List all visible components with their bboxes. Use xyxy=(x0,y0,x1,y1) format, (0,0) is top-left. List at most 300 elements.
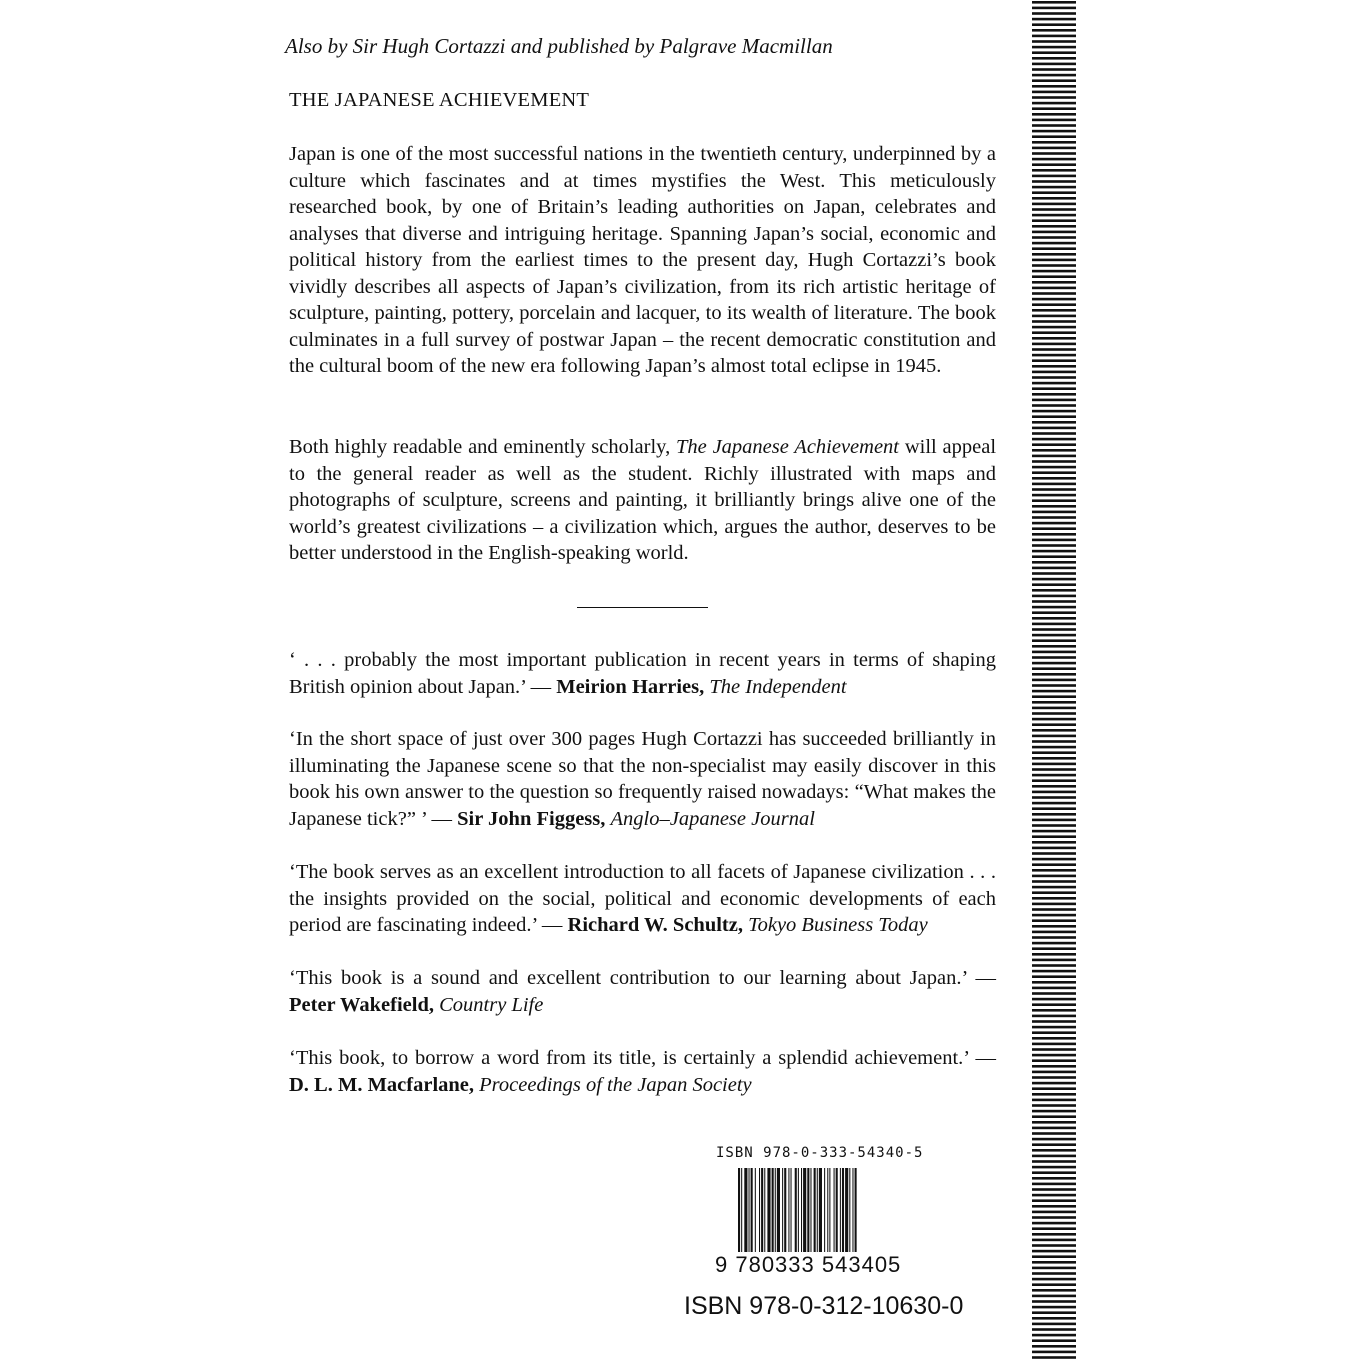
barcode-bar xyxy=(817,1168,818,1254)
edge-stripe xyxy=(1032,802,1076,805)
edge-stripe xyxy=(1032,343,1076,346)
edge-stripe xyxy=(1032,91,1076,94)
edge-stripe xyxy=(1032,147,1076,150)
edge-stripe xyxy=(1032,427,1076,430)
edge-stripe xyxy=(1032,539,1076,542)
edge-stripe xyxy=(1032,639,1076,642)
edge-stripe xyxy=(1032,863,1076,866)
edge-stripe xyxy=(1032,1,1076,4)
review-text: ‘The book serves as an excellent introduction to all facets of Japanese civilization . . . the insights provided on the social, political and economic developments of each period are fascinating indeed.’ — xyxy=(289,861,996,936)
edge-stripe xyxy=(1032,550,1076,553)
edge-stripe xyxy=(1032,51,1076,54)
edge-stripe xyxy=(1032,410,1076,413)
barcode-bar xyxy=(791,1168,792,1254)
edge-stripe xyxy=(1032,119,1076,122)
edge-stripe xyxy=(1032,1171,1076,1174)
review-text: ‘This book, to borrow a word from its title, is certainly a splendid achievement.’ — xyxy=(289,1047,996,1069)
edge-stripe xyxy=(1032,623,1076,626)
description-book-title: The Japanese Achievement xyxy=(676,436,900,458)
edge-stripe xyxy=(1032,830,1076,833)
edge-stripe xyxy=(1032,768,1076,771)
description-paragraph-1: Japan is one of the most successful nations in the twentieth century, underpinned by a culture which fascinates and at times mystifies the West. This meticulously researched book, by one of Britain’s leading authorities on Japan, celebrates and analyses that diverse and intriguing heritage. Spanning Japan’s social, economic and political history from the earliest times to the present day, Hugh Cortazzi’s book vividly describes all aspects of Japan’s civilization, from its rich artistic heritage of sculpture, painting, pottery, porcelain and lacquer, to its wealth of literature. The book culminates in a full survey of postwar Japan – the recent democratic constitution and the cultural boom of the new era following Japan’s almost total eclipse in 1945. xyxy=(289,143,996,377)
barcode-bar xyxy=(759,1168,760,1254)
edge-stripe xyxy=(1032,1194,1076,1197)
review-text: ‘ . . . probably the most important publication in recent years in terms of shaping British opinion about Japan.’ — xyxy=(289,649,996,698)
barcode-digits xyxy=(714,1252,934,1278)
edge-stripe xyxy=(1032,40,1076,43)
edge-stripe xyxy=(1032,158,1076,161)
edge-stripe xyxy=(1032,947,1076,950)
isbn-number: ISBN 978-0-312-10630-0 xyxy=(684,1292,964,1320)
edge-stripe xyxy=(1032,163,1076,166)
review-publication: The Independent xyxy=(709,675,847,698)
barcode-digits-text: 9 780333 543405 xyxy=(715,1252,902,1277)
edge-stripe xyxy=(1032,387,1076,390)
barcode-bar xyxy=(772,1168,774,1254)
review-quote xyxy=(289,1045,996,1098)
edge-stripe xyxy=(1032,102,1076,105)
edge-stripe xyxy=(1032,1104,1076,1107)
edge-stripe xyxy=(1032,1300,1076,1303)
review-source: D. L. M. Macfarlane, xyxy=(289,1073,475,1096)
edge-stripe xyxy=(1032,869,1076,872)
description-text-after: will appeal to the general reader as well as the student. Richly illustrated with maps and photographs of sculpture, screens and painting, it brilliantly brings alive one of the world’s greatest civilizations – a civilization which, argues the author, deserves to be better understood in the English-speaking world. xyxy=(289,436,997,564)
edge-stripe xyxy=(1032,891,1076,894)
edge-stripe xyxy=(1032,611,1076,614)
edge-stripe xyxy=(1032,740,1076,743)
edge-stripe xyxy=(1032,1227,1076,1230)
edge-stripe xyxy=(1032,471,1076,474)
edge-stripe xyxy=(1032,393,1076,396)
edge-stripe xyxy=(1032,466,1076,469)
edge-stripe xyxy=(1032,645,1076,648)
edge-stripe xyxy=(1032,275,1076,278)
edge-stripe xyxy=(1032,847,1076,850)
edge-stripe xyxy=(1032,1127,1076,1130)
barcode-bar xyxy=(836,1168,838,1254)
section-divider xyxy=(577,607,708,608)
edge-stripe xyxy=(1032,1110,1076,1113)
edge-stripe xyxy=(1032,712,1076,715)
edge-stripe xyxy=(1032,1351,1076,1354)
edge-stripe xyxy=(1032,415,1076,418)
edge-stripe xyxy=(1032,897,1076,900)
edge-stripe xyxy=(1032,852,1076,855)
edge-stripe xyxy=(1032,589,1076,592)
edge-stripe xyxy=(1032,130,1076,133)
edge-stripe xyxy=(1032,942,1076,945)
edge-stripe xyxy=(1032,1087,1076,1090)
review-publication: Country Life xyxy=(439,993,544,1016)
edge-stripe xyxy=(1032,1306,1076,1309)
barcode-isbn-label: ISBN 978-0-333-54340-5 xyxy=(716,1145,924,1161)
edge-stripe xyxy=(1032,1076,1076,1079)
edge-stripe xyxy=(1032,1048,1076,1051)
edge-stripe xyxy=(1032,74,1076,77)
edge-stripe xyxy=(1032,197,1076,200)
edge-stripe xyxy=(1032,662,1076,665)
edge-stripe xyxy=(1032,180,1076,183)
edge-stripe xyxy=(1032,919,1076,922)
review-publication: Proceedings of the Japan Society xyxy=(479,1073,752,1096)
edge-stripe xyxy=(1032,785,1076,788)
edge-stripe-pattern xyxy=(1032,0,1076,1360)
edge-stripe xyxy=(1032,421,1076,424)
edge-stripe xyxy=(1032,987,1076,990)
edge-stripe xyxy=(1032,628,1076,631)
edge-stripe xyxy=(1032,1267,1076,1270)
edge-stripe xyxy=(1032,1278,1076,1281)
edge-stripe xyxy=(1032,348,1076,351)
edge-stripe xyxy=(1032,1138,1076,1141)
edge-stripe xyxy=(1032,981,1076,984)
edge-stripe xyxy=(1032,673,1076,676)
barcode-bar xyxy=(767,1168,770,1254)
edge-stripe xyxy=(1032,1311,1076,1314)
edge-stripe xyxy=(1032,1155,1076,1158)
edge-stripe xyxy=(1032,1328,1076,1331)
barcode-bar xyxy=(801,1168,802,1254)
edge-stripe xyxy=(1032,684,1076,687)
edge-stripe xyxy=(1032,572,1076,575)
barcode-bar xyxy=(749,1168,750,1254)
edge-stripe xyxy=(1032,1177,1076,1180)
edge-stripe xyxy=(1032,236,1076,239)
edge-stripe xyxy=(1032,404,1076,407)
edge-stripe xyxy=(1032,544,1076,547)
edge-stripe xyxy=(1032,729,1076,732)
edge-stripe xyxy=(1032,1334,1076,1337)
edge-stripe xyxy=(1032,813,1076,816)
edge-stripe xyxy=(1032,1339,1076,1342)
edge-stripe xyxy=(1032,819,1076,822)
edge-stripe xyxy=(1032,354,1076,357)
edge-stripe xyxy=(1032,1037,1076,1040)
edge-stripe xyxy=(1032,331,1076,334)
edge-stripe xyxy=(1032,175,1076,178)
edge-stripe xyxy=(1032,875,1076,878)
edge-stripe xyxy=(1032,679,1076,682)
edge-stripe xyxy=(1032,651,1076,654)
edge-stripe xyxy=(1032,723,1076,726)
edge-stripe xyxy=(1032,499,1076,502)
edge-stripe xyxy=(1032,219,1076,222)
edge-stripe xyxy=(1032,1132,1076,1135)
review-source: Meirion Harries, xyxy=(556,675,705,698)
edge-stripe xyxy=(1032,287,1076,290)
edge-stripe xyxy=(1032,12,1076,15)
barcode-bar xyxy=(788,1168,789,1254)
edge-stripe xyxy=(1032,925,1076,928)
edge-stripe xyxy=(1032,494,1076,497)
edge-stripe xyxy=(1032,298,1076,301)
edge-stripe xyxy=(1032,46,1076,49)
edge-stripe xyxy=(1032,63,1076,66)
edge-stripe xyxy=(1032,695,1076,698)
barcode-bar xyxy=(775,1168,776,1254)
description-paragraph-2 xyxy=(289,434,996,567)
edge-stripe xyxy=(1032,1188,1076,1191)
edge-stripe xyxy=(1032,460,1076,463)
edge-stripe xyxy=(1032,186,1076,189)
edge-stripe xyxy=(1032,1149,1076,1152)
review-quote xyxy=(289,726,996,832)
edge-stripe xyxy=(1032,1199,1076,1202)
edge-stripe xyxy=(1032,320,1076,323)
barcode-bar xyxy=(782,1168,783,1254)
edge-stripe xyxy=(1032,533,1076,536)
review-quote xyxy=(289,647,996,700)
edge-stripe xyxy=(1032,1233,1076,1236)
edge-stripe xyxy=(1032,79,1076,82)
barcode-bar xyxy=(784,1168,786,1254)
edge-stripe xyxy=(1032,975,1076,978)
edge-stripe xyxy=(1032,600,1076,603)
edge-stripe xyxy=(1032,1115,1076,1118)
edge-stripe xyxy=(1032,908,1076,911)
edge-stripe xyxy=(1032,1289,1076,1292)
edge-stripe xyxy=(1032,953,1076,956)
edge-stripe xyxy=(1032,1143,1076,1146)
barcode-bar xyxy=(827,1168,828,1254)
edge-stripe xyxy=(1032,270,1076,273)
edge-stripe xyxy=(1032,561,1076,564)
review-quote xyxy=(289,965,996,1018)
edge-stripe xyxy=(1032,281,1076,284)
barcode-bar xyxy=(819,1168,822,1254)
edge-stripe xyxy=(1032,359,1076,362)
edge-stripe xyxy=(1032,85,1076,88)
barcode-bar xyxy=(764,1168,765,1254)
edge-stripe xyxy=(1032,242,1076,245)
edge-stripe xyxy=(1032,191,1076,194)
edge-stripe xyxy=(1032,617,1076,620)
edge-stripe xyxy=(1032,707,1076,710)
edge-stripe xyxy=(1032,1099,1076,1102)
barcode-bar xyxy=(824,1168,825,1254)
edge-stripe xyxy=(1032,583,1076,586)
edge-stripe xyxy=(1032,751,1076,754)
review-text: ‘This book is a sound and excellent contribution to our learning about Japan.’ — xyxy=(289,967,996,989)
edge-stripe xyxy=(1032,690,1076,693)
edge-stripe xyxy=(1032,886,1076,889)
edge-stripe xyxy=(1032,656,1076,659)
edge-stripe xyxy=(1032,315,1076,318)
review-quote xyxy=(289,859,996,939)
barcode-bar xyxy=(840,1168,841,1254)
edge-stripe xyxy=(1032,779,1076,782)
edge-stripe xyxy=(1032,1317,1076,1320)
edge-stripe xyxy=(1032,337,1076,340)
edge-stripe xyxy=(1032,763,1076,766)
edge-stripe xyxy=(1032,1093,1076,1096)
edge-stripe xyxy=(1032,399,1076,402)
edge-stripe xyxy=(1032,735,1076,738)
edge-stripe xyxy=(1032,135,1076,138)
edge-stripe xyxy=(1032,718,1076,721)
edge-stripe xyxy=(1032,247,1076,250)
edge-stripe xyxy=(1032,757,1076,760)
edge-stripe xyxy=(1032,477,1076,480)
edge-stripe xyxy=(1032,1272,1076,1275)
barcode-bar xyxy=(849,1168,850,1254)
edge-stripe xyxy=(1032,1183,1076,1186)
edge-stripe xyxy=(1032,152,1076,155)
edge-stripe xyxy=(1032,774,1076,777)
edge-stripe xyxy=(1032,1071,1076,1074)
edge-stripe xyxy=(1032,231,1076,234)
edge-stripe xyxy=(1032,1205,1076,1208)
edge-stripe xyxy=(1032,23,1076,26)
edge-stripe xyxy=(1032,376,1076,379)
edge-stripe xyxy=(1032,634,1076,637)
edge-stripe xyxy=(1032,511,1076,514)
barcode-bar xyxy=(777,1168,780,1254)
edge-stripe xyxy=(1032,998,1076,1001)
edge-stripe xyxy=(1032,835,1076,838)
edge-stripe xyxy=(1032,796,1076,799)
edge-stripe xyxy=(1032,449,1076,452)
barcode-bar xyxy=(852,1168,853,1254)
edge-stripe xyxy=(1032,959,1076,962)
review-text: ‘In the short space of just over 300 pages Hugh Cortazzi has succeeded brilliantly in illuminating the Japanese scene so that the non-specialist may easily discover in this book his own answer to the question so frequently raised nowadays: “What makes the Japanese tick?” ’ — xyxy=(289,728,996,830)
edge-stripe xyxy=(1032,522,1076,525)
edge-stripe xyxy=(1032,57,1076,60)
edge-stripe xyxy=(1032,505,1076,508)
barcode-bar xyxy=(755,1168,756,1254)
edge-stripe xyxy=(1032,483,1076,486)
edge-stripe xyxy=(1032,96,1076,99)
edge-stripe xyxy=(1032,841,1076,844)
edge-stripe xyxy=(1032,527,1076,530)
edge-stripe xyxy=(1032,1054,1076,1057)
edge-stripe xyxy=(1032,931,1076,934)
edge-stripe xyxy=(1032,606,1076,609)
edge-stripe xyxy=(1032,970,1076,973)
edge-stripe xyxy=(1032,208,1076,211)
edge-stripe xyxy=(1032,29,1076,32)
edge-stripe xyxy=(1032,124,1076,127)
edge-stripe xyxy=(1032,964,1076,967)
edge-stripe xyxy=(1032,259,1076,262)
edge-stripe xyxy=(1032,1255,1076,1258)
edge-stripe xyxy=(1032,578,1076,581)
edge-stripe xyxy=(1032,365,1076,368)
barcode-bar xyxy=(814,1168,816,1254)
edge-stripe xyxy=(1032,1015,1076,1018)
edge-stripe xyxy=(1032,1356,1076,1359)
edge-stripe xyxy=(1032,1295,1076,1298)
review-source: Sir John Figgess, xyxy=(457,807,606,830)
edge-stripe xyxy=(1032,914,1076,917)
edge-stripe xyxy=(1032,516,1076,519)
review-publication: Anglo–Japanese Journal xyxy=(610,807,815,830)
barcode-bar xyxy=(761,1168,763,1254)
edge-stripe xyxy=(1032,382,1076,385)
edge-stripe xyxy=(1032,701,1076,704)
edge-stripe xyxy=(1032,1026,1076,1029)
barcode-bar xyxy=(834,1168,835,1254)
edge-stripe xyxy=(1032,113,1076,116)
edge-stripe xyxy=(1032,443,1076,446)
barcode-bar xyxy=(829,1168,830,1254)
barcode-bar xyxy=(795,1168,797,1254)
barcode-bar xyxy=(807,1168,809,1254)
edge-stripe xyxy=(1032,936,1076,939)
edge-stripe xyxy=(1032,455,1076,458)
edge-stripe xyxy=(1032,1345,1076,1348)
edge-stripe xyxy=(1032,264,1076,267)
edge-stripe xyxy=(1032,1059,1076,1062)
edge-stripe xyxy=(1032,903,1076,906)
edge-stripe xyxy=(1032,667,1076,670)
edge-stripe xyxy=(1032,303,1076,306)
edge-stripe xyxy=(1032,169,1076,172)
edge-stripe xyxy=(1032,1216,1076,1219)
barcode-bar xyxy=(842,1168,844,1254)
edge-stripe xyxy=(1032,292,1076,295)
edge-stripe xyxy=(1032,141,1076,144)
edge-stripe xyxy=(1032,68,1076,71)
edge-stripe xyxy=(1032,1283,1076,1286)
edge-stripe xyxy=(1032,1020,1076,1023)
edge-stripe xyxy=(1032,992,1076,995)
edge-stripe xyxy=(1032,326,1076,329)
edge-stripe xyxy=(1032,214,1076,217)
edge-stripe xyxy=(1032,746,1076,749)
edge-stripe xyxy=(1032,824,1076,827)
edge-stripe xyxy=(1032,567,1076,570)
edge-stripe xyxy=(1032,488,1076,491)
edge-stripe xyxy=(1032,1261,1076,1264)
edge-stripe xyxy=(1032,107,1076,110)
also-by-heading: Also by Sir Hugh Cortazzi and published by Palgrave Macmillan xyxy=(285,34,833,58)
edge-stripe xyxy=(1032,7,1076,10)
edge-stripe xyxy=(1032,880,1076,883)
barcode-bar xyxy=(751,1168,753,1254)
edge-stripe xyxy=(1032,1250,1076,1253)
edge-stripe xyxy=(1032,1082,1076,1085)
edge-stripe xyxy=(1032,18,1076,21)
review-publication: Tokyo Business Today xyxy=(748,914,928,936)
edge-stripe xyxy=(1032,225,1076,228)
edge-stripe xyxy=(1032,203,1076,206)
edge-stripe xyxy=(1032,595,1076,598)
review-source: Richard W. Schultz, xyxy=(567,914,743,936)
edge-stripe xyxy=(1032,371,1076,374)
description-text-before: Both highly readable and eminently scholarly, xyxy=(289,436,671,458)
barcode-bar xyxy=(744,1168,747,1254)
edge-stripe xyxy=(1032,1323,1076,1326)
edge-stripe xyxy=(1032,432,1076,435)
edge-stripe xyxy=(1032,858,1076,861)
review-source: Peter Wakefield, xyxy=(289,993,434,1016)
edge-stripe xyxy=(1032,1031,1076,1034)
edge-stripe xyxy=(1032,1003,1076,1006)
edge-stripe xyxy=(1032,1160,1076,1163)
book-title: THE JAPANESE ACHIEVEMENT xyxy=(289,89,590,111)
edge-stripe xyxy=(1032,438,1076,441)
barcode-bar xyxy=(845,1168,848,1254)
edge-stripe xyxy=(1032,555,1076,558)
edge-stripe xyxy=(1032,791,1076,794)
edge-stripe xyxy=(1032,1065,1076,1068)
edge-stripe xyxy=(1032,1222,1076,1225)
barcode-bar xyxy=(803,1168,806,1254)
barcode-bar xyxy=(810,1168,811,1254)
edge-stripe xyxy=(1032,1239,1076,1242)
edge-stripe xyxy=(1032,807,1076,810)
